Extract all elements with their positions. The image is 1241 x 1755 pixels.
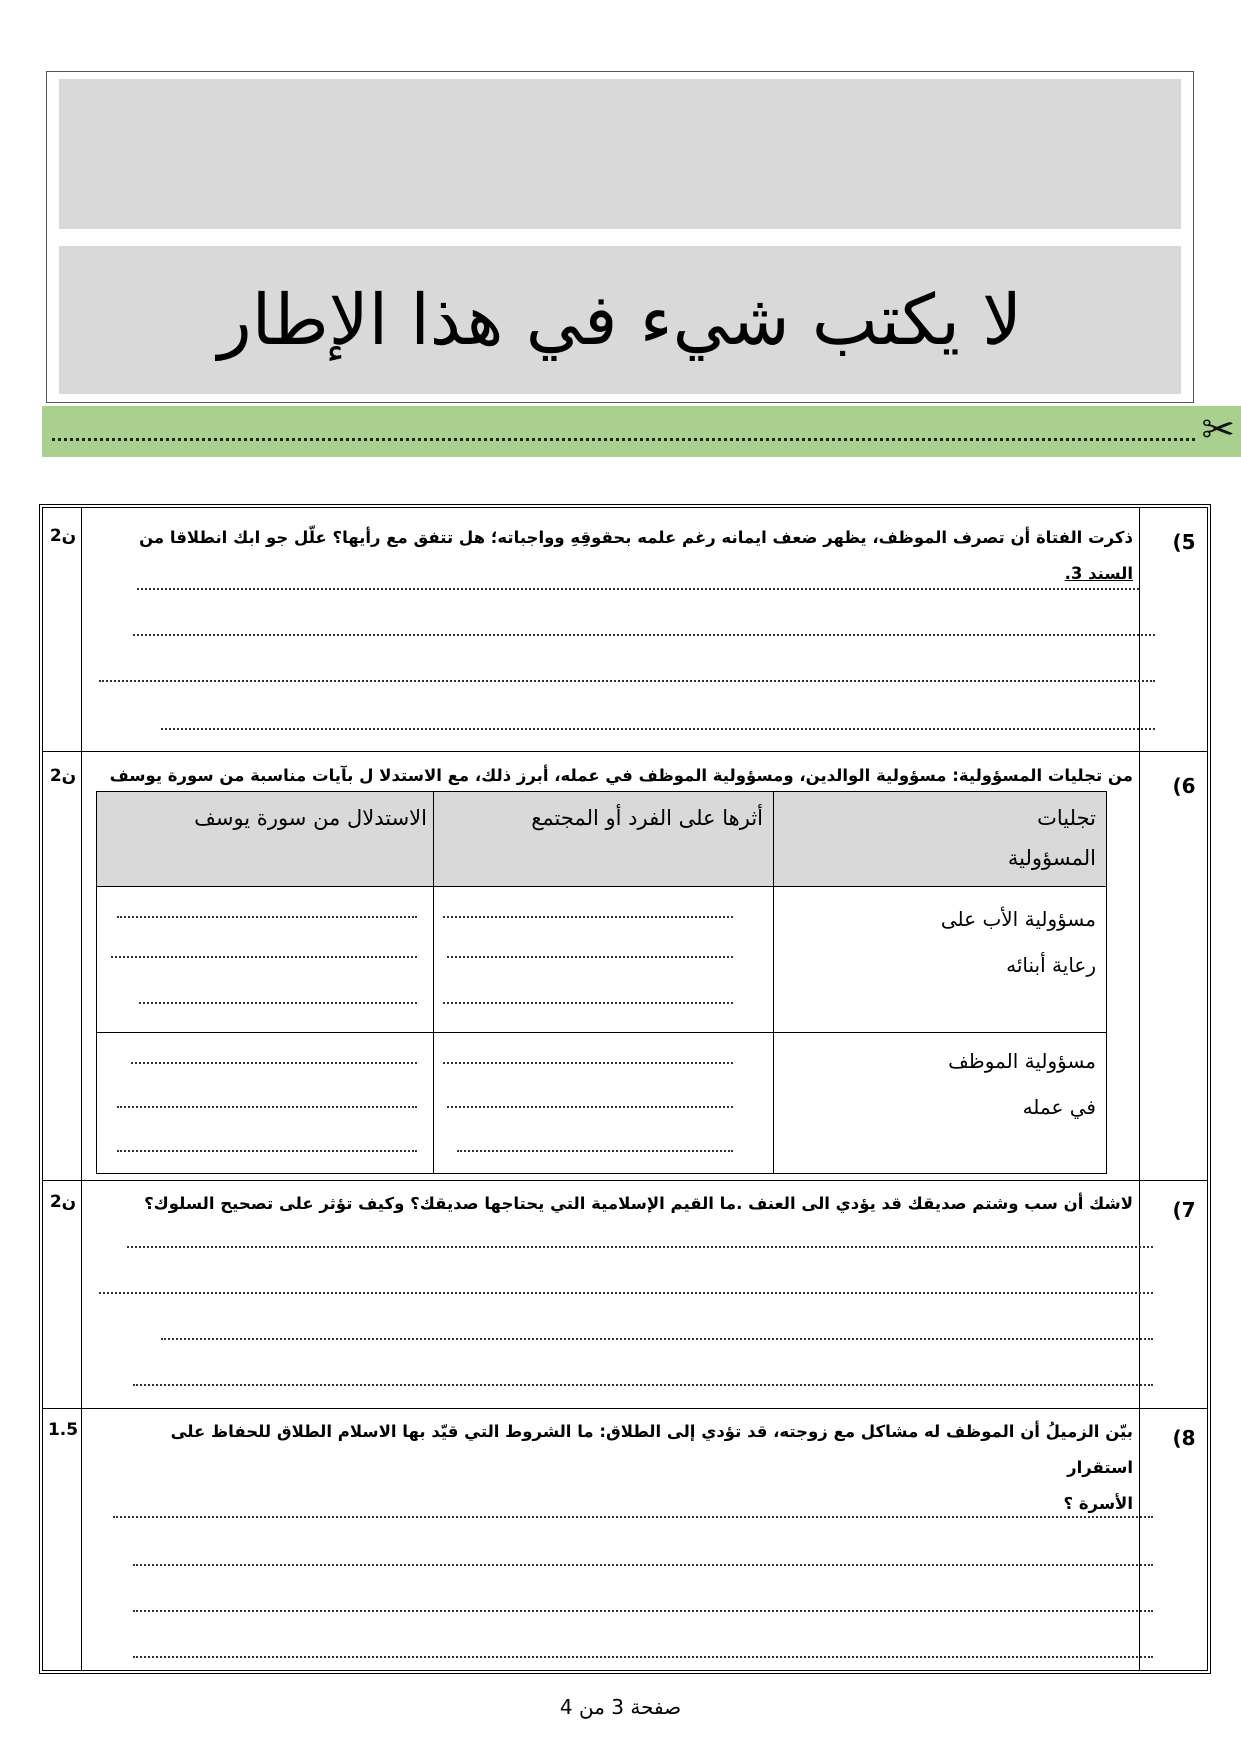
cut-dotted-line — [52, 416, 1195, 441]
answer-line[interactable] — [161, 1338, 1153, 1340]
page-number: صفحة 3 من 4 — [559, 1695, 682, 1719]
question-text-line: بيّن الزميلُ أن الموظف له مشاكل مع زوجته، قد تؤدي إلى الطلاق: ما الشروط التي قيّد بها الاسلام الطلاق للحفاظ على استقرار — [170, 1422, 1133, 1477]
question-text-line: لاشك أن سب وشتم صديقك قد يؤدي الى العنف .ما القيم الإسلامية التي يحتاجها صديقك؟ وكيف تؤثر على تصحيح السلوك؟ — [144, 1194, 1133, 1213]
question-text — [93, 758, 1133, 794]
answer-line[interactable] — [133, 1610, 1153, 1612]
header-manifestations: تجليات المسؤولية — [1007, 806, 1096, 870]
header-blank-area — [59, 79, 1181, 229]
question-score: 1.5 — [47, 1420, 79, 1440]
answer-line[interactable] — [161, 728, 1155, 730]
effect-answer-line[interactable] — [443, 1062, 733, 1064]
question-text — [93, 1186, 1133, 1222]
question-number: (8 — [1172, 1426, 1196, 1450]
evidence-answer-line[interactable] — [131, 1062, 417, 1064]
row-label-parent-responsibility: مسؤولية الأب على رعاية أبنائه — [940, 907, 1096, 977]
number-column-divider — [1139, 508, 1140, 1670]
question-text — [113, 520, 1133, 592]
effect-answer-line[interactable] — [447, 1106, 733, 1108]
table-row-divider — [97, 1032, 1106, 1033]
evidence-answer-line[interactable] — [111, 956, 417, 958]
answer-line[interactable] — [99, 680, 1155, 682]
cut-line — [42, 406, 1241, 457]
answer-line[interactable] — [133, 634, 1155, 636]
effect-answer-line[interactable] — [443, 1002, 733, 1004]
question-score: 2ن — [49, 766, 77, 786]
question-text — [113, 1414, 1133, 1522]
question-text-line: الأسرة ؟ — [1063, 1494, 1133, 1513]
table-row-divider — [97, 886, 1106, 887]
header-effects: أثرها على الفرد أو المجتمع — [531, 806, 763, 830]
effect-answer-line[interactable] — [447, 956, 733, 958]
answer-line[interactable] — [99, 1292, 1153, 1294]
table-column-divider — [773, 792, 774, 1173]
question-text-line: من تجليات المسؤولية: مسؤولية الوالدين، ومسؤولية الموظف في عمله، أبرز ذلك، مع الاستدلا ل بآيات مناسبة من سورة يوسف — [109, 766, 1133, 785]
score-column-divider — [81, 508, 82, 1670]
evidence-answer-line[interactable] — [117, 1150, 417, 1152]
row-label-employee-responsibility: مسؤولية الموظف في عمله — [948, 1049, 1096, 1119]
row-divider — [43, 1408, 1207, 1409]
row-divider — [43, 751, 1207, 752]
evidence-answer-line[interactable] — [139, 1002, 417, 1004]
header-frame — [46, 71, 1194, 403]
effect-answer-line[interactable] — [457, 1150, 733, 1152]
answer-line[interactable] — [133, 1384, 1153, 1386]
answer-line[interactable] — [113, 1516, 1153, 1518]
answer-line[interactable] — [127, 1246, 1153, 1248]
question-text-line: ذكرت الفتاة أن تصرف الموظف، يظهر ضعف ايمانه رغم علمه بحقوقِهِ وواجباته؛ هل تتفق مع رأيها؟ علّل جو ابك انطلاقا من — [139, 528, 1133, 547]
table-column-divider — [433, 792, 434, 1173]
answer-line[interactable] — [137, 588, 1139, 590]
question-number: (7 — [1172, 1198, 1196, 1222]
question-number: (5 — [1172, 530, 1196, 554]
answer-line[interactable] — [133, 1564, 1153, 1566]
question-number: (6 — [1172, 774, 1196, 798]
question-score: 2ن — [49, 1192, 77, 1212]
scissors-icon: ✂ — [1201, 407, 1235, 453]
row-divider — [43, 1180, 1207, 1181]
questions-table — [39, 504, 1211, 1674]
evidence-answer-line[interactable] — [117, 916, 417, 918]
header-warning-text: لا يكتب شيء في هذا الإطار — [217, 279, 1023, 361]
responsibility-table — [96, 791, 1107, 1174]
evidence-answer-line[interactable] — [117, 1106, 417, 1108]
header-warning-box — [59, 246, 1181, 394]
question-source-ref: السند 3. — [1064, 564, 1133, 583]
answer-line[interactable] — [133, 1656, 1153, 1658]
question-score: 2ن — [49, 526, 77, 546]
effect-answer-line[interactable] — [443, 916, 733, 918]
header-evidence: الاستدلال من سورة يوسف — [194, 806, 427, 830]
